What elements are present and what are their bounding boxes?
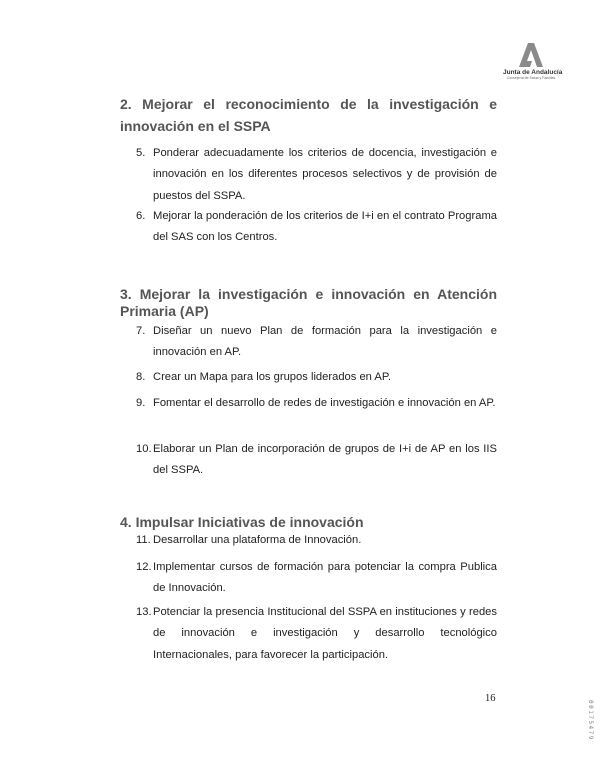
logo-subtitle: Consejería de Salud y Familias — [506, 76, 556, 80]
list-item-9 — [136, 393, 497, 414]
item-text: Diseñar un nuevo Plan de formación para la investigación e innovación en AP. — [153, 325, 497, 359]
section-heading-2: 2. Mejorar el reconocimiento de la investigación e innovación en el SSPA — [120, 96, 497, 134]
item-text: Crear un Mapa para los grupos liderados en AP. — [153, 371, 391, 383]
list-item-8 — [136, 367, 497, 388]
item-text: Desarrollar una plataforma de Innovación. — [153, 534, 362, 546]
list-item-7 — [136, 321, 497, 364]
junta-de-andalucia-logo — [503, 42, 563, 80]
list-item-13 — [136, 602, 497, 666]
item-text: Potenciar la presencia Institucional del SSPA en instituciones y redes de innovación e investigación y desarrollo tecnológico Internacionales, para favorecer la participación. — [153, 606, 497, 661]
item-number: 12. — [136, 561, 152, 573]
item-text: Mejorar la ponderación de los criterios de I+i en el contrato Programa del SAS con los Centros. — [153, 210, 497, 244]
item-number: 8. — [136, 371, 146, 383]
section-heading-3: 3. Mejorar la investigación e innovación en Atención Primaria (AP) — [120, 286, 497, 319]
junta-logo-icon — [518, 42, 544, 68]
list-item-10 — [136, 439, 497, 482]
logo-name: Junta de Andalucía — [503, 69, 563, 76]
list-item-5 — [136, 143, 497, 207]
side-document-code: 00175479 — [587, 700, 594, 741]
item-text: Implementar cursos de formación para potenciar la compra Publica de Innovación. — [153, 561, 497, 595]
item-number: 5. — [136, 147, 146, 159]
item-number: 7. — [136, 325, 146, 337]
item-number: 9. — [136, 397, 146, 409]
item-number: 10. — [136, 443, 152, 455]
item-text: Elaborar un Plan de incorporación de grupos de I+i de AP en los IIS del SSPA. — [153, 443, 497, 477]
section-heading-4: 4. Impulsar Iniciativas de innovación — [120, 514, 364, 530]
page-number: 16 — [485, 693, 496, 704]
list-item-12 — [136, 557, 497, 600]
list-item-11 — [136, 530, 497, 551]
item-text: Ponderar adecuadamente los criterios de docencia, investigación e innovación en los diferentes procesos selectivos y de provisión de puestos del SSPA. — [153, 147, 497, 202]
list-item-6 — [136, 206, 497, 249]
item-number: 11. — [136, 534, 151, 546]
item-number: 13. — [136, 606, 152, 618]
item-number: 6. — [136, 210, 146, 222]
item-text: Fomentar el desarrollo de redes de investigación e innovación en AP. — [153, 397, 496, 409]
